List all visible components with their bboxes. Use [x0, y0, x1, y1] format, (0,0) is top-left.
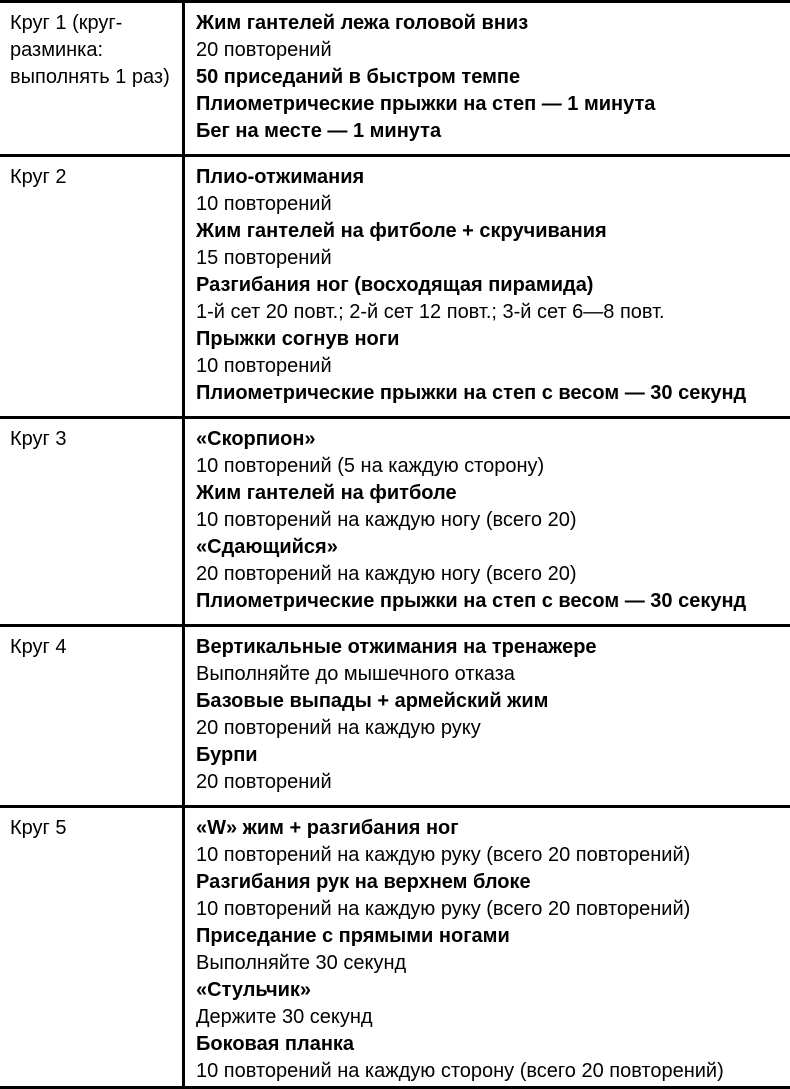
exercise-name: Жим гантелей на фитболе [196, 482, 457, 504]
exercise-detail: 15 повторений [196, 247, 332, 269]
exercise-list [185, 808, 790, 1089]
table-row [0, 808, 790, 1089]
circuit-label: Круг 4 [0, 627, 185, 805]
table-row [0, 157, 790, 419]
exercise-detail: Выполняйте 30 секунд [196, 952, 407, 974]
exercise-name: Боковая планка [196, 1033, 355, 1055]
exercise-name: «Скорпион» [196, 428, 316, 450]
exercise-name: «W» жим + разгибания ног [196, 817, 459, 839]
exercise-detail: 10 повторений [196, 355, 332, 377]
circuit-label: Круг 2 [0, 157, 185, 416]
exercise-list [185, 627, 790, 805]
exercise-name: Плиометрические прыжки на степ с весом — 30 секунд [196, 590, 747, 612]
exercise-detail: 20 повторений [196, 771, 332, 793]
exercise-name: Приседание с прямыми ногами [196, 925, 510, 947]
table-row [0, 627, 790, 808]
circuit-label: Круг 1 (круг-разминка: выполнять 1 раз) [0, 3, 185, 154]
exercise-name: Жим гантелей лежа головой вниз [196, 12, 529, 34]
exercise-detail: 1-й сет 20 повт.; 2-й сет 12 повт.; 3-й сет 6—8 повт. [196, 301, 665, 323]
exercise-list [185, 157, 790, 416]
exercise-name: Плио-отжимания [196, 166, 365, 188]
exercise-name: Вертикальные отжимания на тренажере [196, 636, 597, 658]
table-row [0, 419, 790, 627]
exercise-list [185, 3, 790, 154]
exercise-name: Плиометрические прыжки на степ — 1 минута [196, 93, 656, 115]
exercise-detail: Выполняйте до мышечного отказа [196, 663, 515, 685]
circuit-label: Круг 3 [0, 419, 185, 624]
exercise-name: Базовые выпады + армейский жим [196, 690, 549, 712]
exercise-name: «Сдающийся» [196, 536, 338, 558]
table-row [0, 3, 790, 157]
exercise-detail: 10 повторений на каждую руку (всего 20 повторений) [196, 898, 691, 920]
exercise-name: «Стульчик» [196, 979, 311, 1001]
exercise-detail: 10 повторений (5 на каждую сторону) [196, 455, 545, 477]
exercise-name: Жим гантелей на фитболе + скручивания [196, 220, 607, 242]
exercise-name: Бег на месте — 1 минута [196, 120, 442, 142]
exercise-detail: 10 повторений на каждую руку (всего 20 повторений) [196, 844, 691, 866]
exercise-detail: Держите 30 секунд [196, 1006, 373, 1028]
exercise-name: Разгибания ног (восходящая пирамида) [196, 274, 594, 296]
exercise-detail: 10 повторений [196, 193, 332, 215]
exercise-detail: 10 повторений на каждую сторону (всего 20 повторений) [196, 1060, 724, 1082]
exercise-detail: 20 повторений [196, 39, 332, 61]
exercise-detail: 10 повторений на каждую ногу (всего 20) [196, 509, 577, 531]
exercise-name: Разгибания рук на верхнем блоке [196, 871, 531, 893]
exercise-detail: 20 повторений на каждую ногу (всего 20) [196, 563, 577, 585]
exercise-detail: 20 повторений на каждую руку [196, 717, 481, 739]
exercise-name: Плиометрические прыжки на степ с весом — 30 секунд [196, 382, 747, 404]
exercise-name: Бурпи [196, 744, 258, 766]
circuit-label: Круг 5 [0, 808, 185, 1089]
exercise-list [185, 419, 790, 624]
exercise-name: 50 приседаний в быстром темпе [196, 66, 521, 88]
exercise-name: Прыжки согнув ноги [196, 328, 400, 350]
